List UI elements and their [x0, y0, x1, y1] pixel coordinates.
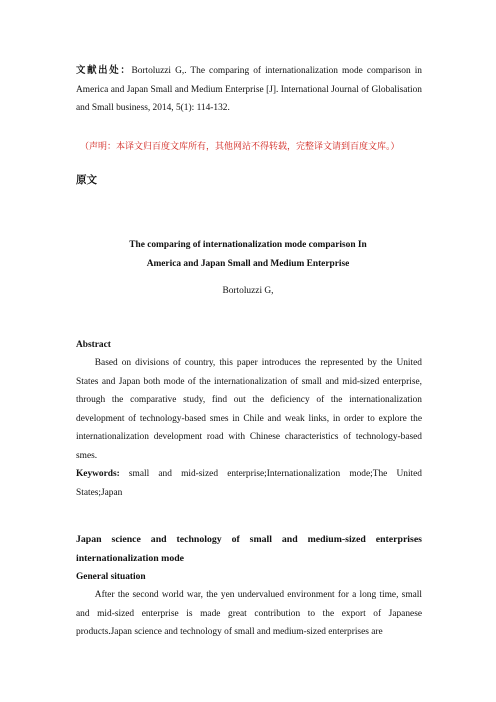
keywords-label: Keywords:: [76, 469, 120, 479]
section-label: 原文: [76, 175, 97, 186]
keywords: [76, 465, 422, 502]
copyright-notice: （声明：本译文归百度文库所有，其他网站不得转载，完整译文请到百度文库。）: [80, 141, 400, 151]
paper-author: Bortoluzzi G,: [222, 286, 274, 296]
paper-title-line-2: America and Japan Small and Medium Enterprise: [146, 258, 350, 269]
section-subheading: General situation: [76, 572, 146, 582]
section-body: After the second world war, the yen undervalued environment for a long time, small and mid-sized enterprise is made great contribution to the export of Japanese products.Japan science and technology of small and medium-sized enterprises are: [76, 590, 422, 637]
abstract-heading: Abstract: [76, 340, 111, 350]
keywords-text: small and mid-sized enterprise;Internationalization mode;The United States;Japan: [76, 469, 422, 498]
section-heading: Japan science and technology of small and medium-sized enterprises internationalization mode: [76, 534, 422, 564]
abstract-body: Based on divisions of country, this paper introduces the represented by the United States and Japan both mode of the internationalization of small and mid-sized enterprise, through the comparative study, find out the deficiency of the internationalization development of technology-based smes in Chile and weak links, in order to explore the internationalization development road with Chinese characteristics of technology-based smes.: [76, 358, 422, 461]
paper-title: [60, 236, 436, 273]
source-label: 文献出处：: [76, 66, 132, 76]
source-citation: [76, 62, 422, 118]
source-text: Bortoluzzi G,. The comparing of internationalization mode comparison in America and Japan Small and Medium Enterprise [J]. International Journal of Globalisation and Small business, 2014, 5(1): 114-132.: [76, 66, 422, 113]
paper-title-line-1: The comparing of internationalization mode comparison In: [129, 240, 367, 250]
